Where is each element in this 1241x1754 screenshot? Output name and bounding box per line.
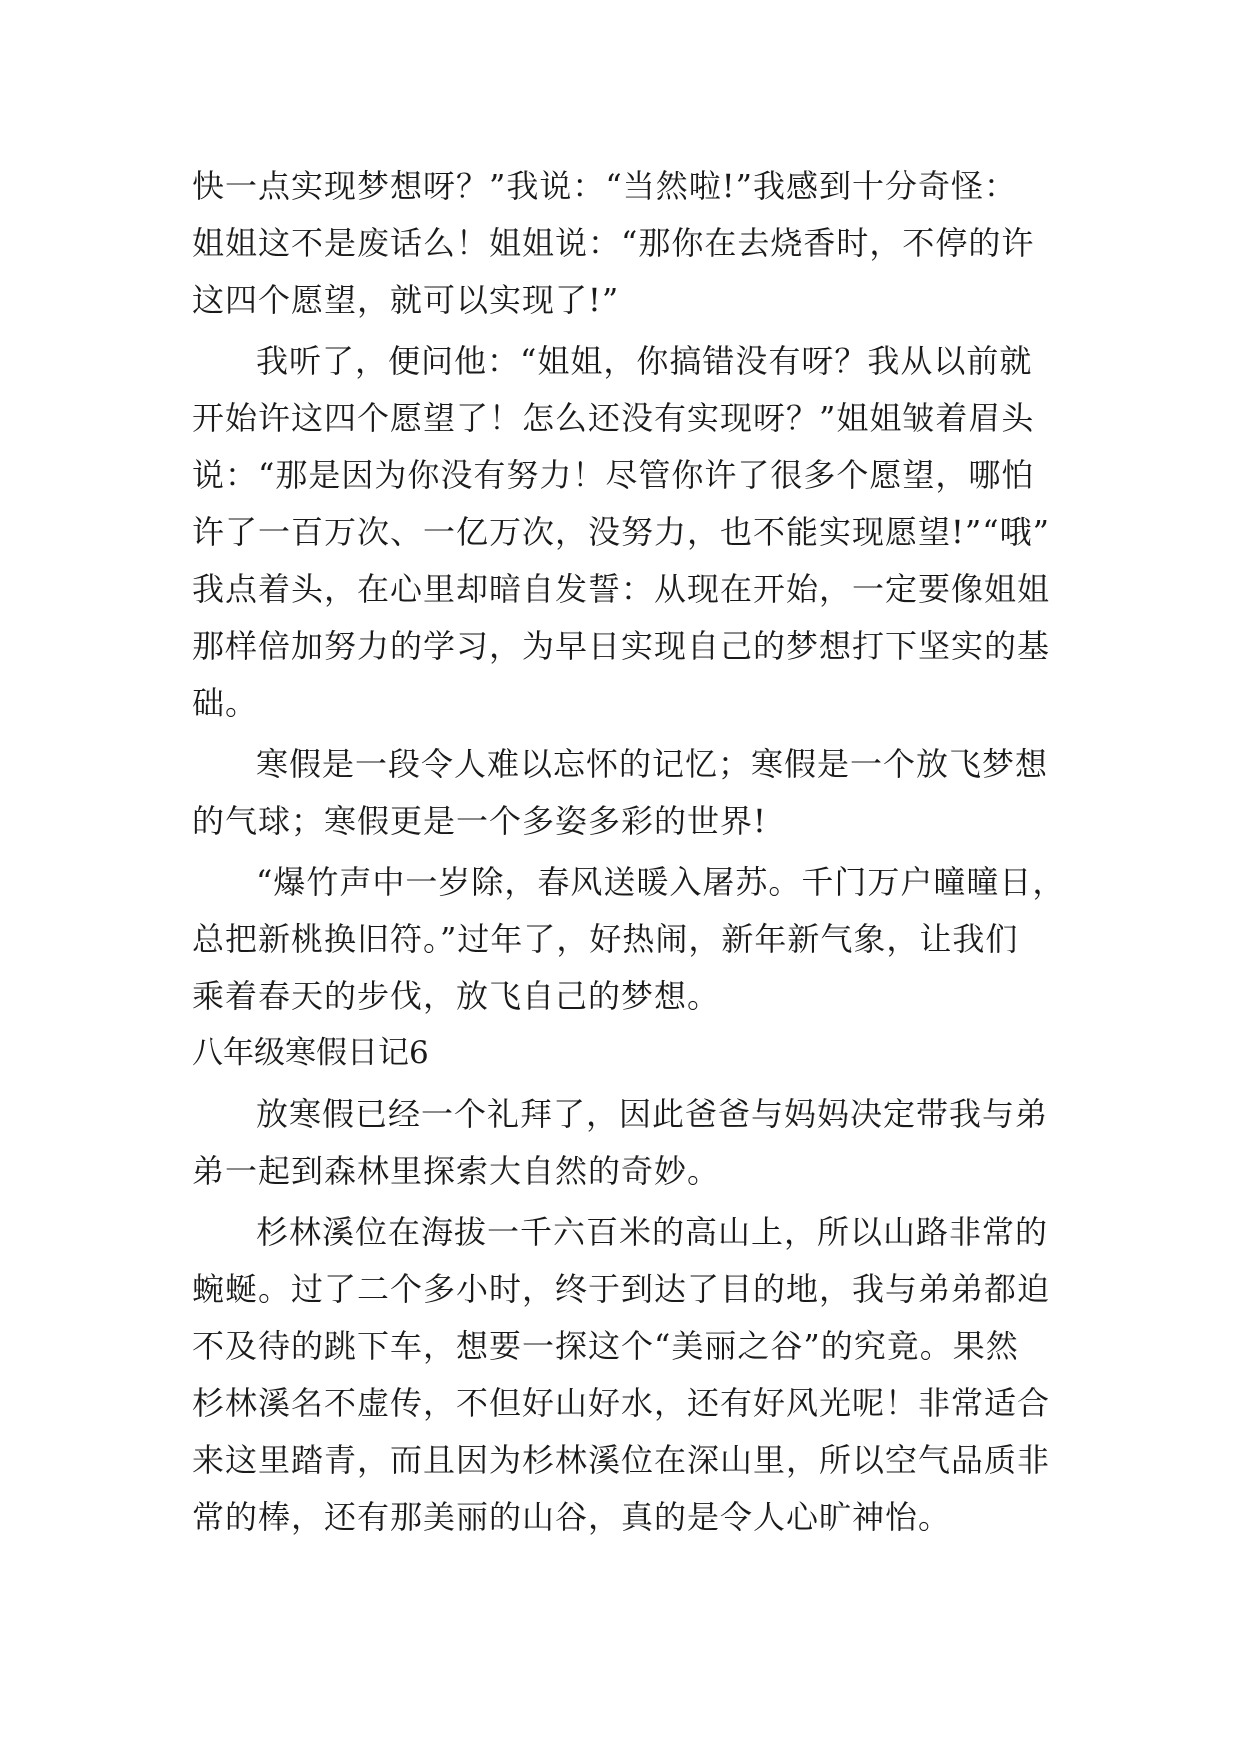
text-line: 放寒假已经一个礼拜了，因此爸爸与妈妈决定带我与弟 — [256, 1095, 1049, 1133]
text-line: 常的棒，还有那美丽的山谷，真的是令人心旷神怡。 — [192, 1498, 952, 1536]
text-line: 那样倍加努力的学习，为早日实现自己的梦想打下坚实的基 — [192, 627, 1051, 665]
text-line: 不及待的跳下车，想要一探这个“美丽之谷”的究竟。果然 — [192, 1327, 1019, 1365]
text-line: 乘着春天的步伐，放飞自己的梦想。 — [192, 977, 721, 1015]
text-line: 杉林溪名不虚传，不但好山好水，还有好风光呢！非常适合 — [192, 1384, 1051, 1422]
text-line: 来这里踏青，而且因为杉林溪位在深山里，所以空气品质非 — [192, 1441, 1051, 1479]
text-line: 蜿蜒。过了二个多小时，终于到达了目的地，我与弟弟都迫 — [192, 1270, 1051, 1308]
text-line: 总把新桃换旧符。”过年了，好热闹，新年新气象，让我们 — [192, 920, 1019, 958]
text-line: 我听了，便问他：“姐姐，你搞错没有呀？我从以前就 — [256, 342, 1033, 380]
text-line: 础。 — [192, 684, 259, 722]
text-line: 开始许这四个愿望了！怎么还没有实现呀？”姐姐皱着眉头 — [192, 399, 1035, 437]
text-line: 我点着头，在心里却暗自发誓：从现在开始，一定要像姐姐 — [192, 570, 1051, 608]
text-line: 姐姐这不是废话么！姐姐说：“那你在去烧香时，不停的许 — [192, 224, 1035, 262]
text-line: 杉林溪位在海拔一千六百米的高山上，所以山路非常的 — [256, 1213, 1049, 1251]
text-line: 寒假是一段令人难以忘怀的记忆；寒假是一个放飞梦想 — [256, 745, 1049, 783]
text-line: 说：“那是因为你没有努力！尽管你许了很多个愿望，哪怕 — [192, 456, 1035, 494]
text-line: “爆竹声中一岁除，春风送暖入屠苏。千门万户曈曈日， — [256, 863, 1066, 901]
text-line: 的气球；寒假更是一个多姿多彩的世界! — [192, 802, 767, 840]
text-line: 弟一起到森林里探索大自然的奇妙。 — [192, 1152, 721, 1190]
text-line: 许了一百万次、一亿万次，没努力，也不能实现愿望!”“哦” — [192, 513, 1050, 551]
text-line: 快一点实现梦想呀？”我说：“当然啦!”我感到十分奇怪： — [192, 167, 1017, 205]
text-line: 这四个愿望，就可以实现了!” — [192, 281, 620, 319]
section-heading: 八年级寒假日记6 — [192, 1035, 429, 1071]
